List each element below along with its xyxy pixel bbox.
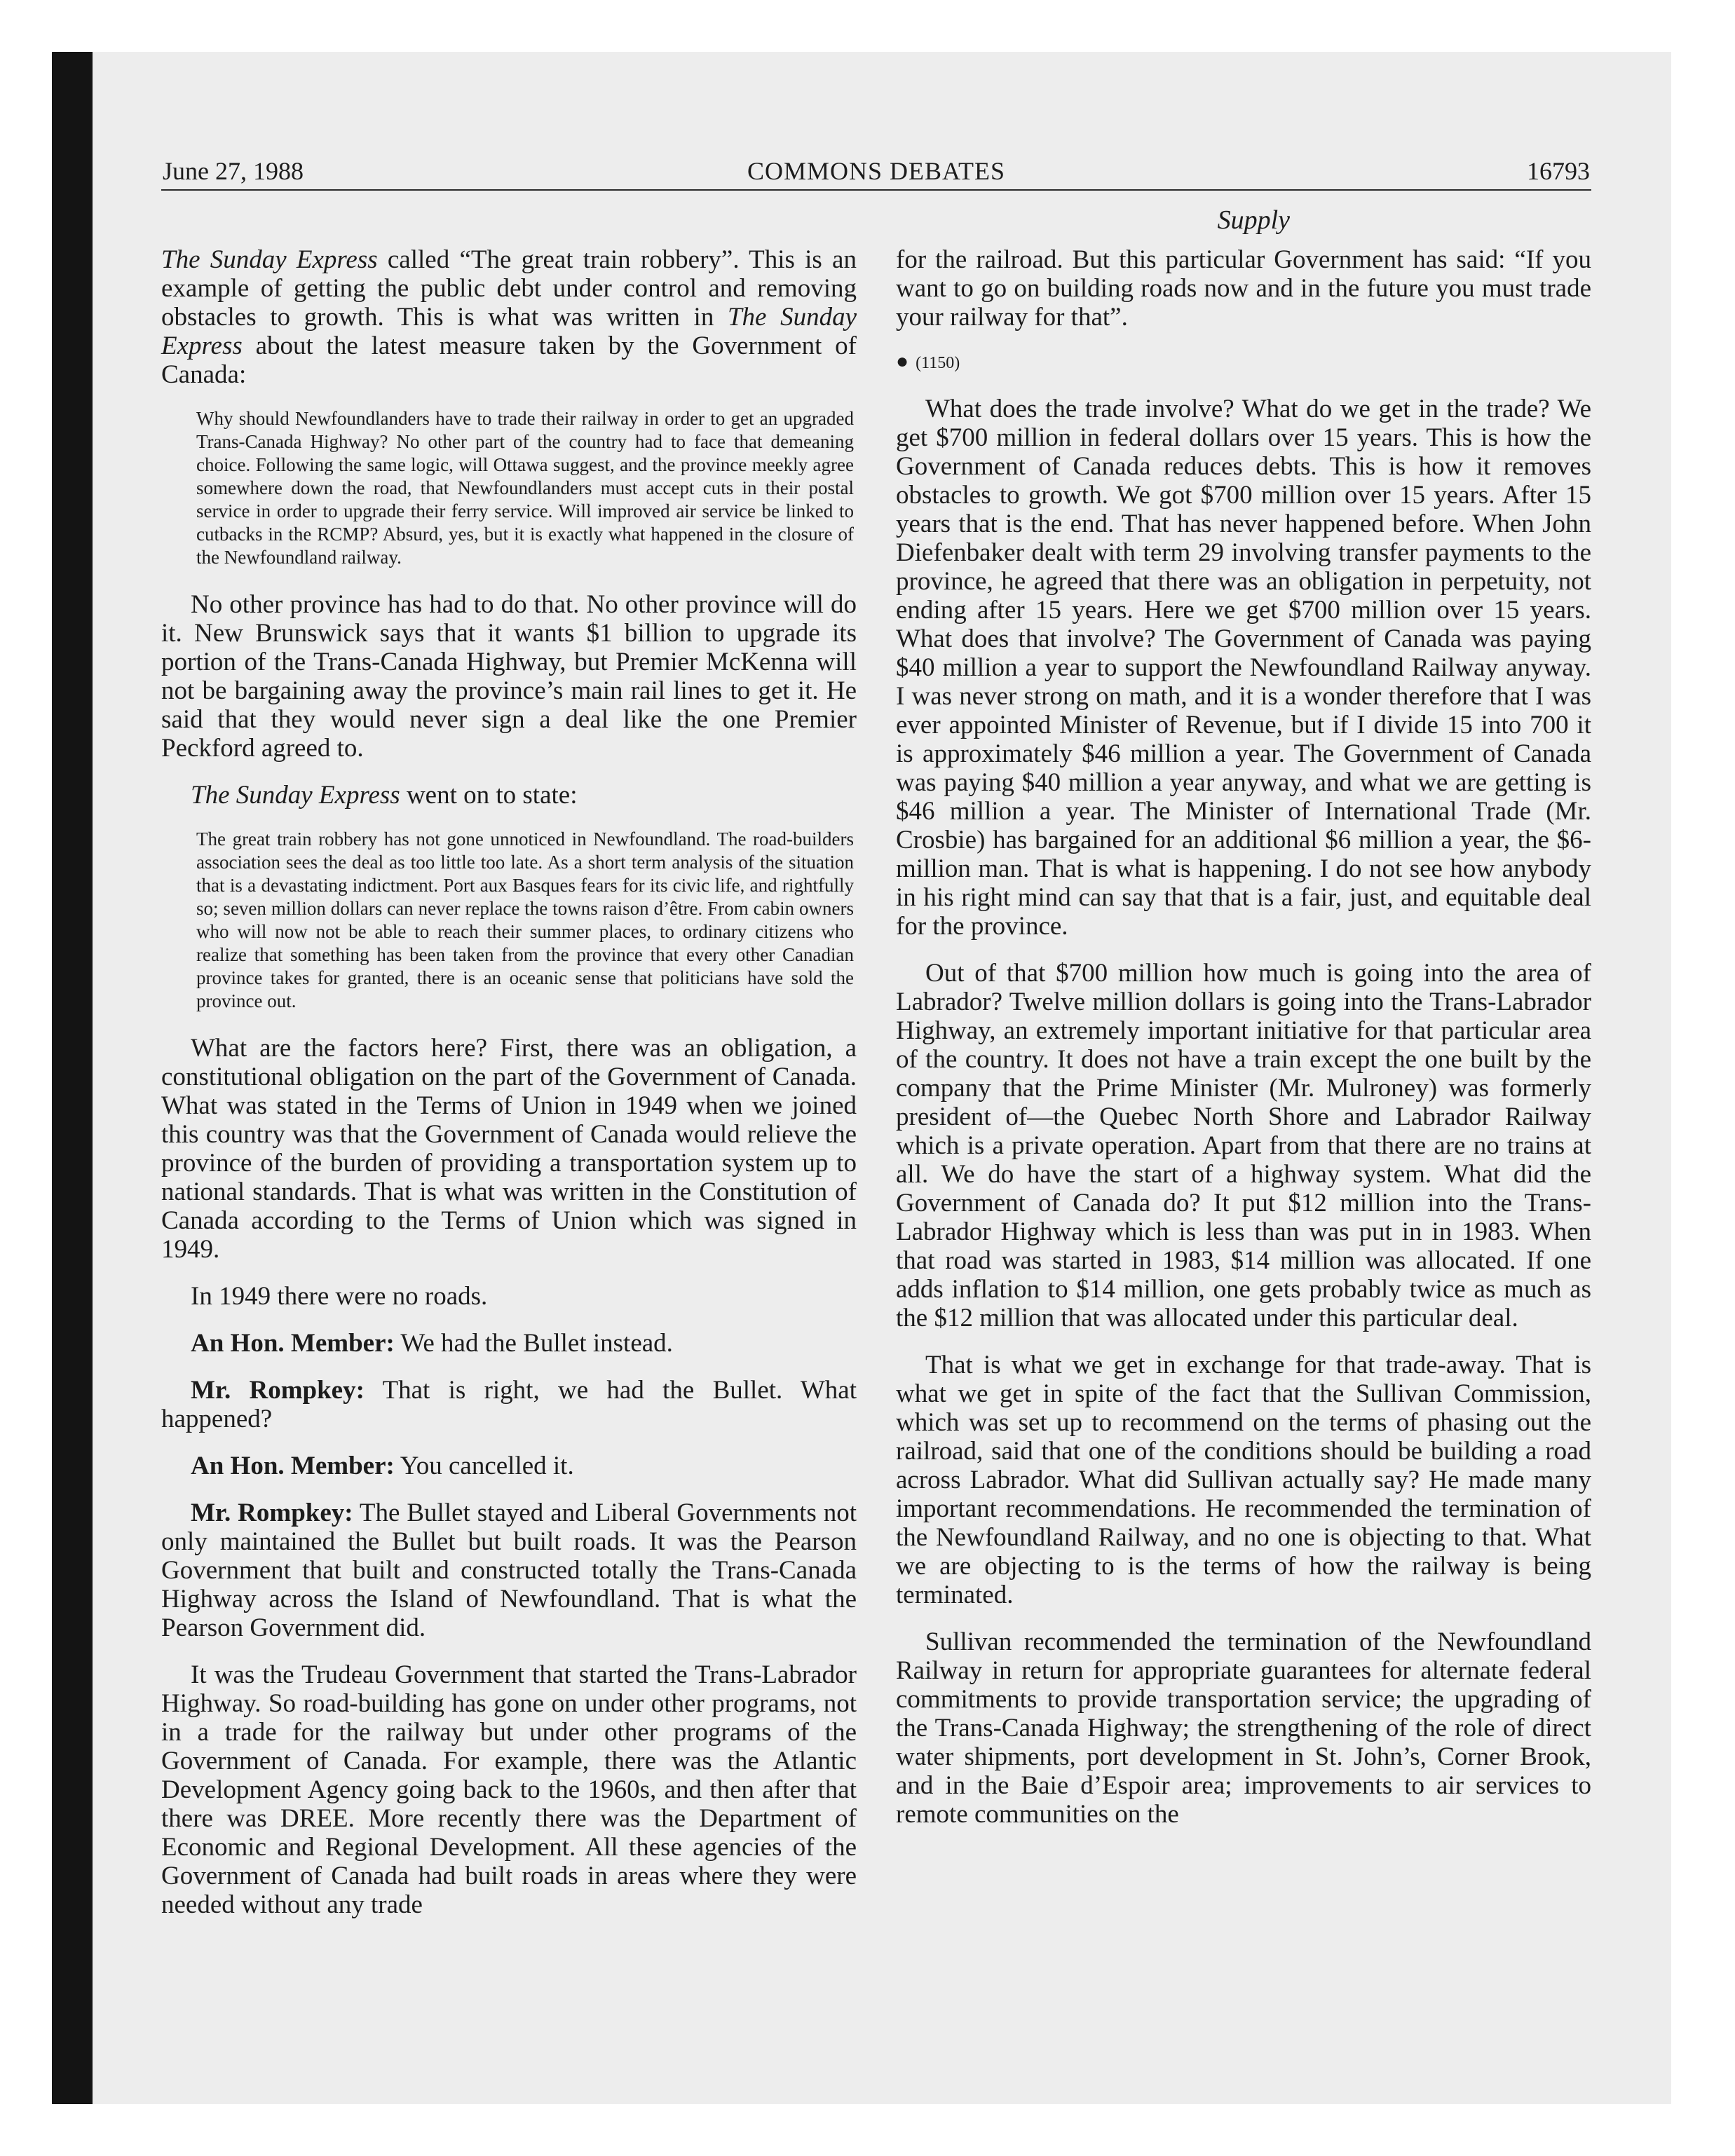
speech-text: The Bullet stayed and Liberal Governments not only maintained the Bullet but built roads. It was the Pearson Government that built and constructed totally the Trans-Canada Highway across the Island of Newfoundland. That is what the Pearson Government did. [161, 1499, 857, 1642]
paragraph: In 1949 there were no roads. [191, 1282, 488, 1311]
time-marker [896, 350, 1591, 374]
block-quote: Why should Newfoundlanders have to trade their railway in order to get an upgraded Trans-Canada Highway? No other part of the country had to face that demeaning choice. Following the same logic, will Ottawa suggest, and the province meekly agree somewhere down the road, that Newfoundlanders must accept cuts in their postal service in order to upgrade their ferry service. Will improved air service be linked to cutbacks in the RCMP? Absurd, yes, but it is exactly what happened in the closure of the Newfoundland railway. [196, 408, 854, 568]
hansard-page [161, 156, 1591, 1919]
paragraph-text: went on to state: [400, 781, 578, 810]
paragraph-text: about the latest measure taken by the Government of Canada: [161, 332, 857, 389]
left-column [161, 245, 857, 1937]
speech-text: We had the Bullet instead. [394, 1329, 673, 1358]
bullet-icon: ● [896, 350, 909, 373]
running-header [161, 156, 1591, 191]
paragraph: No other province has had to do that. No other province will do it. New Brunswick says that it wants $1 billion to upgrade its portion of the Trans-Canada Highway, but Premier McKenna will not be bargaining away the province’s main rail lines to get it. He said that they would never sign a deal like the one Premier Peckford agreed to. [161, 590, 857, 763]
header-date: June 27, 1988 [163, 157, 304, 185]
paragraph-text: called “The great train robbery”. This is an example of getting the public debt under control and removing obstacles to growth. This is what was written in [161, 245, 857, 332]
newspaper-title: The Sunday Express [191, 781, 400, 810]
time-marker-text: (1150) [916, 354, 960, 372]
newspaper-title: The Sunday Express [161, 303, 857, 360]
binding-edge [52, 52, 93, 2104]
paragraph: for the railroad. But this particular Government has said: “If you want to go on building roads now and in the future you must trade your railway for that”. [896, 245, 1591, 332]
paragraph: What are the factors here? First, there was an obligation, a constitutional obligation on the part of the Government of Canada. What was stated in the Terms of Union in 1949 when we joined this country was that the Government of Canada would relieve the province of the burden of providing a transportation system up to national standards. That is what was written in the Constitution of Canada according to the Terms of Union which was signed in 1949. [161, 1034, 857, 1264]
paragraph: What does the trade involve? What do we get in the trade? We get $700 million in federal dollars over 15 years. This is how the Government of Canada reduces debts. This is how it removes obstacles to growth. We got $700 million over 15 years. After 15 years that is the end. That has never happened before. When John Diefenbaker dealt with term 29 involving transfer payments to the province, he agreed that there was an obligation in perpetuity, not ending after 15 years. Here we get $700 million over 15 years. What does that involve? The Government of Canada was paying $40 million a year to support the Newfoundland Railway anyway. I was never strong on math, and it is a wonder therefore that I was ever appointed Minister of Revenue, but if I divide 15 into 700 it is approximately $46 million a year. The Government of Canada was paying $40 million a year anyway, and what we are getting is $46 million a year. The Minister of International Trade (Mr. Crosbie) has bargained for an additional $6 million a year, the $6-million man. That is what is happening. I do not see how anybody in his right mind can say that that is a fair, just, and equitable deal for the province. [896, 395, 1591, 941]
block-quote: The great train robbery has not gone unnoticed in Newfoundland. The road-builders association sees the deal as too little too late. As a short term analysis of the situation that is a devastating indictment. Port aux Basques fears for its civic life, and rightfully so; seven million dollars can never replace the towns raison d’être. From cabin owners who will now not be able to reach their summer places, to ordinary citizens who realize that something has been taken from the province that every other Canadian province takes for granted, there is an oceanic sense that politicians have sold the province out. [196, 828, 854, 1011]
speaker-name: An Hon. Member: [191, 1452, 395, 1480]
paragraph: It was the Trudeau Government that started the Trans-Labrador Highway. So road-building has gone on under other programs, not in a trade for the railway but under other programs of the Government of Canada. For example, there was the Atlantic Development Agency going back to the 1960s, and then after that there was DREE. More recently there was the Department of Economic and Regional Development. All these agencies of the Government of Canada had built roads in areas where they were needed without any trade [161, 1660, 857, 1919]
speaker-name: An Hon. Member: [191, 1329, 395, 1358]
paragraph: That is what we get in exchange for that trade-away. That is what we get in spite of the fact that the Sullivan Commission, which was set up to recommend on the terms of phasing out the railroad, said that one of the conditions should be building a road across Labrador. What did Sullivan actually say? He made many important recommendations. He recommended the termination of the Newfoundland Railway, and no one is objecting to that. What we are objecting to is the terms of how the railway is being terminated. [896, 1351, 1591, 1609]
paragraph [161, 781, 857, 810]
paragraph: Sullivan recommended the termination of the Newfoundland Railway in return for appropriate guarantees for alternate federal commitments to provide transportation service; the upgrading of the Trans-Canada Highway; the strengthening of the role of direct water shipments, port development in St. John’s, Corner Brook, and in the Baie d’Espoir area; improvements to air services to remote communities on the [896, 1628, 1591, 1829]
speech [161, 1499, 857, 1642]
speech [161, 1329, 857, 1358]
paragraph [161, 245, 857, 389]
speech [161, 1452, 857, 1480]
header-publication: COMMONS DEBATES [747, 157, 1006, 185]
newspaper-title: The Sunday Express [161, 245, 378, 274]
speech-text: You cancelled it. [394, 1452, 574, 1480]
section-title: Supply [1217, 205, 1290, 235]
speech-text: That is right, we had the Bullet. What happened? [161, 1376, 857, 1433]
paragraph: Out of that $700 million how much is going into the area of Labrador? Twelve million dollars is going into the Trans-Labrador Highway, an extremely important initiative for that particular area of the country. It does not have a train except the one built by the company that the Prime Minister (Mr. Mulroney) was formerly president of—the Quebec North Shore and Labrador Railway which is a private operation. Apart from that there are no trains at all. We do have the start of a highway system. What did the Government of Canada do? It put $12 million into the Trans-Labrador Highway which is less than was put in in 1983. When that road was started in 1983, $14 million was allocated. If one adds inflation to $14 million, one gets probably twice as much as the $12 million that was allocated under this particular deal. [896, 959, 1591, 1332]
right-column [896, 245, 1591, 1847]
speech [161, 1376, 857, 1433]
speaker-name: Mr. Rompkey: [191, 1499, 353, 1527]
header-page-number: 16793 [1527, 157, 1590, 185]
speaker-name: Mr. Rompkey: [191, 1376, 365, 1405]
